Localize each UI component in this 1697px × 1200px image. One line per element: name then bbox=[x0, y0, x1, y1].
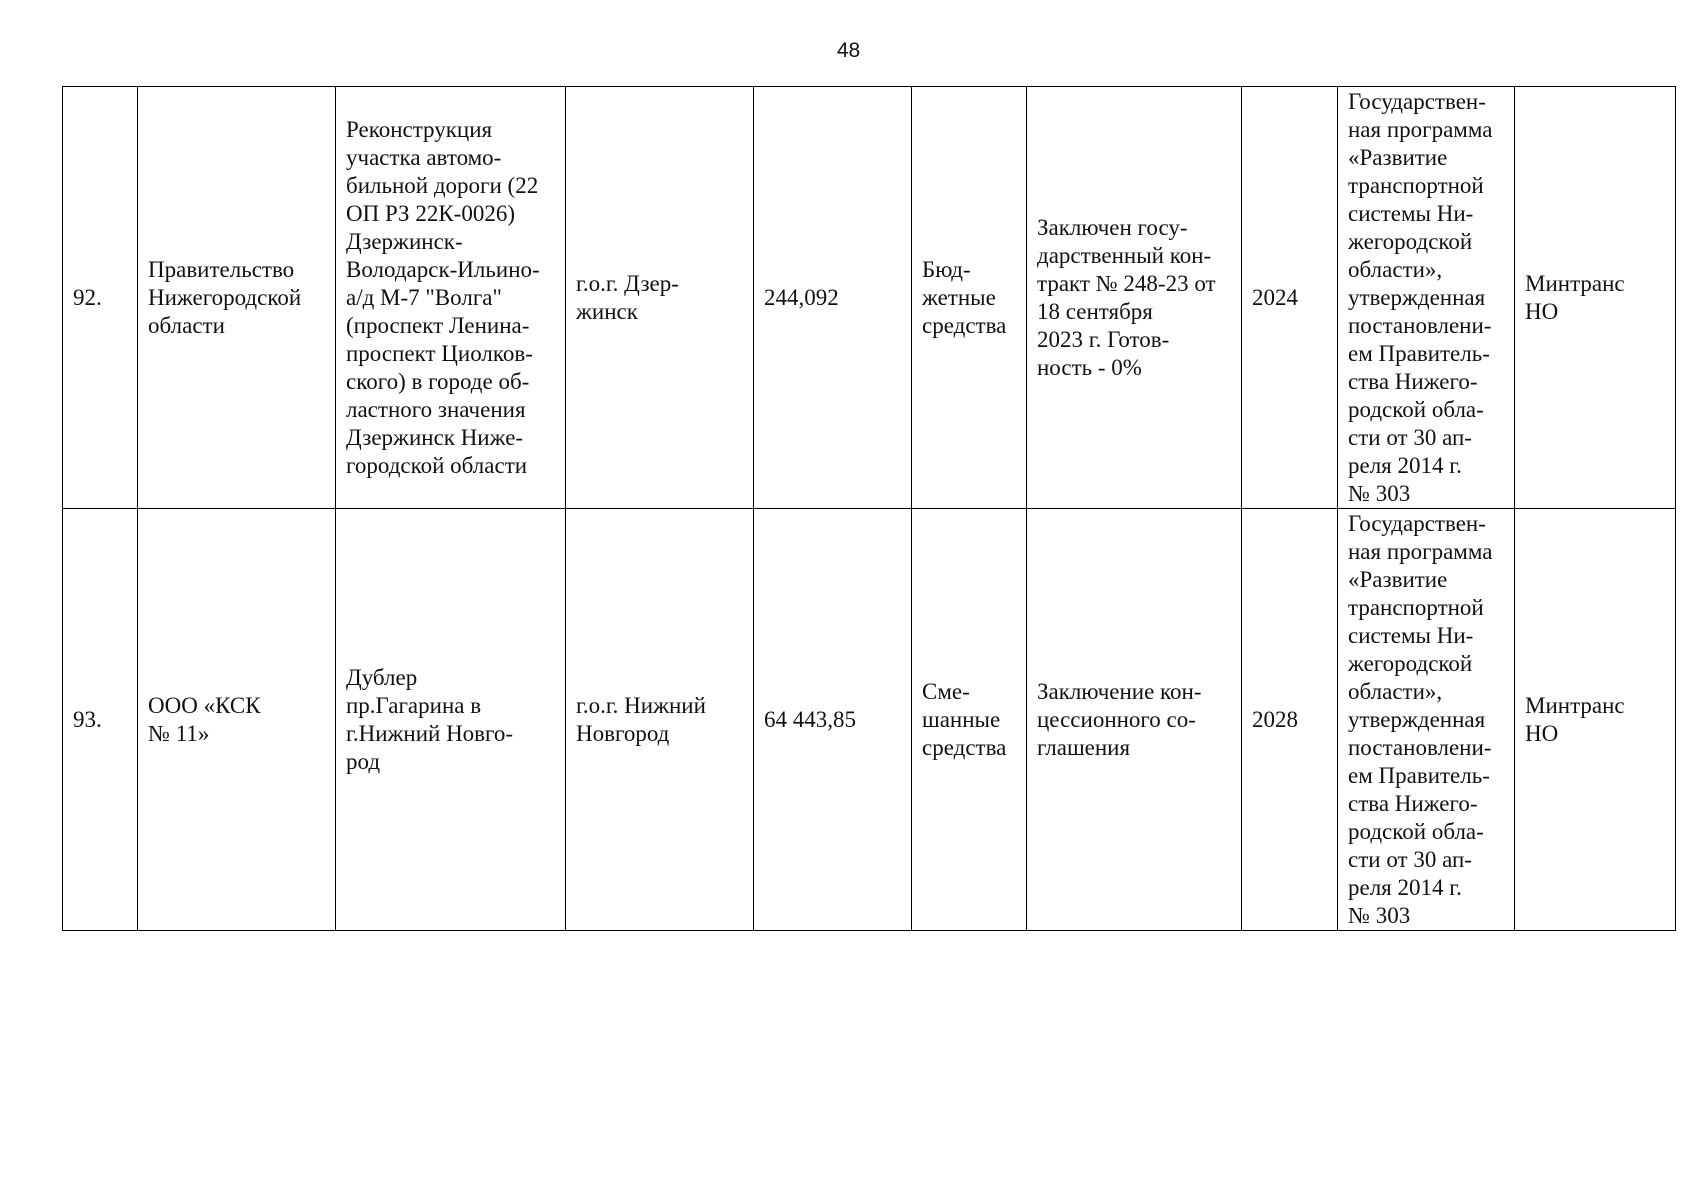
page-number: 48 bbox=[836, 39, 861, 62]
responsible-cell: Минтранс НО bbox=[1515, 509, 1676, 931]
responsible-cell: Минтранс НО bbox=[1515, 87, 1676, 509]
projects-table bbox=[62, 86, 1676, 931]
location-cell: г.о.г. Нижний Новгород bbox=[566, 509, 754, 931]
funding-cell: Сме- шанные средства bbox=[912, 509, 1027, 931]
funding-cell: Бюд- жетные средства bbox=[912, 87, 1027, 509]
organization-cell: ООО «КСК № 11» bbox=[138, 509, 336, 931]
table-row bbox=[63, 87, 1676, 509]
year-cell: 2024 bbox=[1242, 87, 1338, 509]
program-cell: Государствен- ная программа «Развитие транспортной системы Ни- жегородской области», утвержденная постановлени- ем Правитель- ства Нижего- родской обла- сти от 30 ап- реля 2014 г. № 303 bbox=[1338, 87, 1515, 509]
program-cell: Государствен- ная программа «Развитие транспортной системы Ни- жегородской области», утвержденная постановлени- ем Правитель- ства Нижего- родской обла- сти от 30 ап- реля 2014 г. № 303 bbox=[1338, 509, 1515, 931]
organization-cell: Правительство Нижегородской области bbox=[138, 87, 336, 509]
location-cell: г.о.г. Дзер- жинск bbox=[566, 87, 754, 509]
amount-cell: 64 443,85 bbox=[754, 509, 912, 931]
project-cell: Дублер пр.Гагарина в г.Нижний Новго- род bbox=[336, 509, 566, 931]
amount-cell: 244,092 bbox=[754, 87, 912, 509]
status-cell: Заключен госу- дарственный кон- тракт № 248-23 от 18 сентября 2023 г. Готов- ность - 0% bbox=[1027, 87, 1242, 509]
project-cell: Реконструкция участка автомо- бильной дороги (22 ОП РЗ 22К-0026) Дзержинск- Володарск-Ильино- а/д М-7 "Волга" (проспект Ленина- проспект Циолков- ского) в городе об- ластного значения Дзержинск Ниже- городской области bbox=[336, 87, 566, 509]
table-row bbox=[63, 509, 1676, 931]
year-cell: 2028 bbox=[1242, 509, 1338, 931]
row-number-cell: 93. bbox=[63, 509, 138, 931]
row-number-cell: 92. bbox=[63, 87, 138, 509]
status-cell: Заключение кон- цессионного со- глашения bbox=[1027, 509, 1242, 931]
